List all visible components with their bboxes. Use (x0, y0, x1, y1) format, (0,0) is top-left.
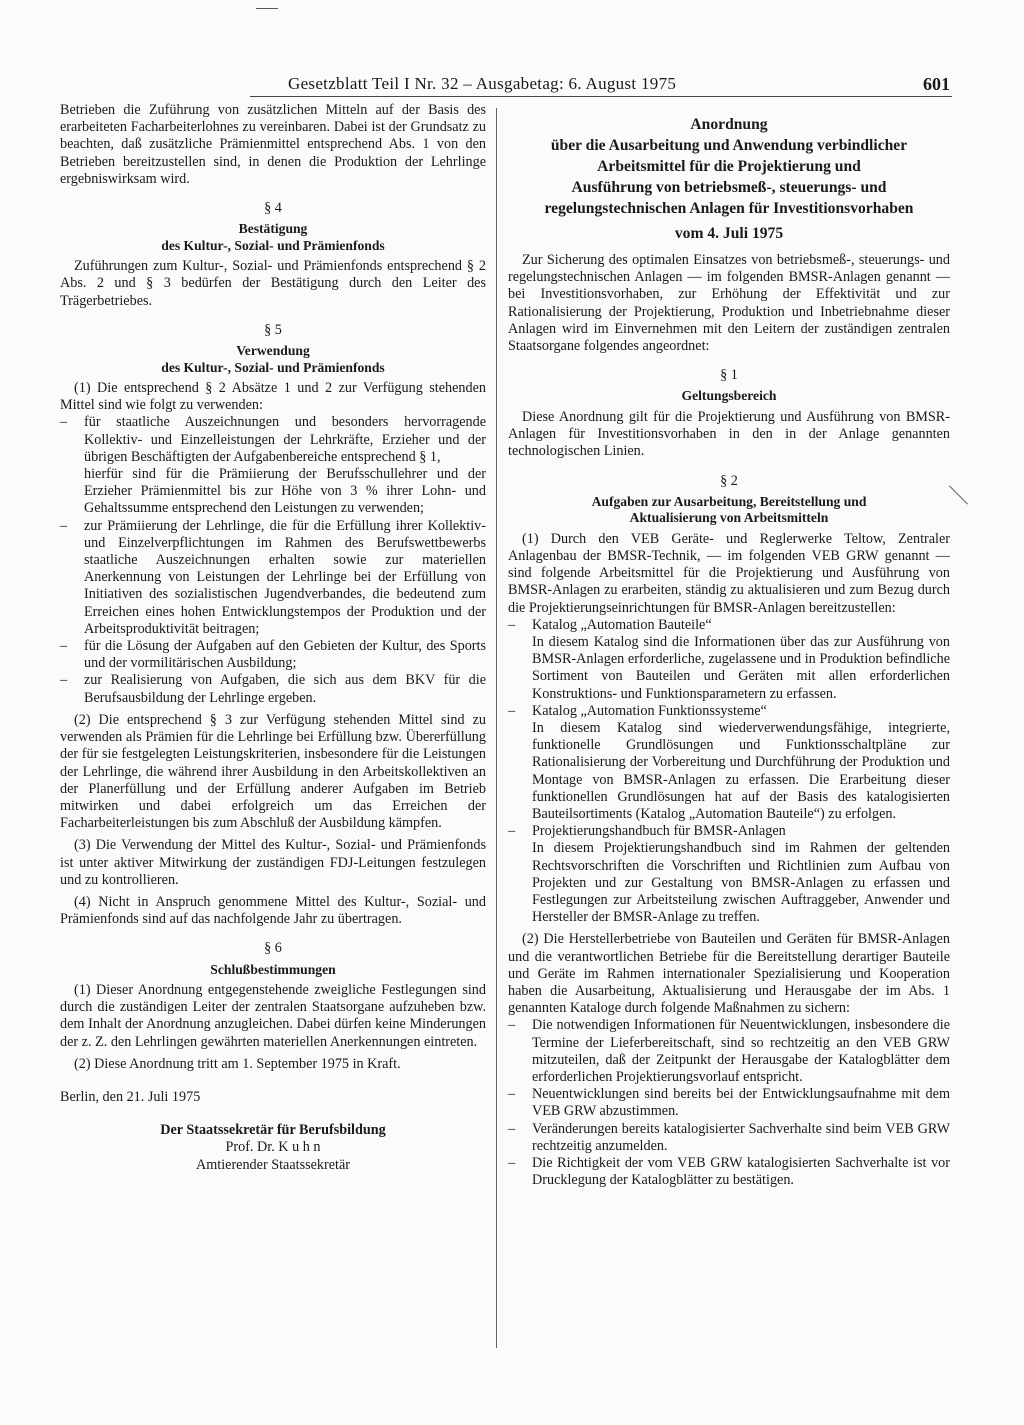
section-5-para-3: (3) Die Verwendung der Mittel des Kultur-, Sozial- und Prämienfonds ist unter aktiver Mitwirkung der zuständigen FDJ-Leitungen festzulegen und zu kontrollieren. (60, 837, 486, 888)
ordinance-title: Anordnung über die Ausarbeitung und Anwendung verbindlicher Arbeitsmittel für die Projektierung und Ausführung von betriebsmeß-, steuerungs- und regelungstechnischen Anlagen für Investitionsvorhaben vom 4. Juli 1975 (508, 114, 950, 244)
ordinance-date: vom 4. Juli 1975 (674, 225, 784, 242)
ordinance-heading: Anordnung (690, 116, 768, 133)
scan-mark-top (256, 8, 278, 9)
section-6-para-1: (1) Dieser Anordnung entgegenstehende zweigliche Festlegungen sind durch die zuständigen Leiter der zentralen Staatsorgane aufzuheben bzw. dem Inhalt der Anordnung anzugleichen. Dabei dürfen keine Minderungen der z. Z. den Lehrlingen gewährten materiellen Anerkennungen eintreten. (60, 982, 486, 1050)
signer-organization: Der Staatssekretär für Berufsbildung (160, 1122, 386, 1139)
place-date: Berlin, den 21. Juli 1975 (60, 1089, 201, 1106)
section-6-number: § 6 (264, 940, 282, 957)
signer-role: Amtierender Staatssekretär (195, 1156, 351, 1173)
section-4-text: Zuführungen zum Kultur-, Sozial- und Prämienfonds entsprechend § 2 Abs. 2 und § 3 bedürfen der Bestätigung durch den Leiter des Trägerbetriebes. (60, 258, 486, 309)
section-5-para-1: (1) Die entsprechend § 2 Absätze 1 und 2 zur Verfügung stehenden Mittel sind wie folgt zu verwenden: (60, 380, 486, 414)
list-item: – für die Lösung der Aufgaben auf den Gebieten der Kultur, des Sports und der vormilitärischen Ausbildung; (60, 638, 486, 672)
section-1-text: Diese Anordnung gilt für die Projektierung und Ausführung von BMSR-Anlagen für Investitionsvorhaben in den in der Anlage genannten technologischen Linien. (508, 408, 950, 460)
right-column (508, 102, 950, 1402)
list-item: – Neuentwicklungen sind bereits bei der Entwicklungsaufnahme mit dem VEB GRW abzustimmen. (508, 1086, 950, 1120)
list-item: – Veränderungen bereits katalogisierter Sachverhalte sind beim VEB GRW rechtzeitig anzumelden. (508, 1120, 950, 1154)
list-item: – zur Prämiierung der Lehrlinge, die für die Erfüllung ihrer Kollektiv- und Einzelverpflichtungen im Rahmen des Berufswettbewerbs staatliche Auszeichnungen erhalten sowie zur materiellen Anerkennung von Leistungen der Lehrlinge bei der Erfüllung von Initiativen des sozialistischen Jugendverbandes, die bedeutend zum Erreichen eines hohen Entwicklungstempos der Produktion und der Arbeitsproduktivität beitragen; (60, 517, 486, 637)
list-item-continuation: hierfür sind für die Prämiierung der Berufsschullehrer und der Erzieher Prämienmittel bis zur Höhe von 3 % ihrer Lohn- und Gehaltssumme entsprechend den Leistungen zu verwenden; (84, 466, 486, 517)
header-title: Gesetzblatt Teil I Nr. 32 – Ausgabetag: 6. August 1975 (288, 74, 677, 93)
signer-name: Prof. Dr. K u h n (225, 1139, 321, 1156)
list-item: – Die Richtigkeit der vom VEB GRW katalogisierten Sachverhalte ist vor Drucklegung der Katalogblätter zu bestätigen. (508, 1155, 950, 1189)
section-2-para-2: (2) Die Herstellerbetriebe von Bauteilen und Geräten für BMSR-Anlagen und die verantwortlichen Betriebe für die Bereitstellung derartiger Bauteile und Geräte im Rahmen internationaler Spezialisierung und Kooperation haben die Ausarbeitung, Aktualisierung und Herausgabe der im Abs. 1 genannten Kataloge durch folgende Maßnahmen zu sichern: (508, 931, 950, 1017)
section-5-number: § 5 (264, 321, 282, 338)
section-2-title: Aufgaben zur Ausarbeitung, Bereitstellung und Aktualisierung von Arbeitsmitteln (591, 493, 867, 526)
section-2-para-1: (1) Durch den VEB Geräte- und Reglerwerke Teltow, Zentraler Anlagenbau der BMSR-Technik, — im folgenden VEB GRW genannt — sind folgende Arbeitsmittel für die Projektierung und Ausführung von BMSR-Anlagen zu erarbeiten, ständig zu aktualisieren und zum Bezug durch die Projektierungseinrichtungen für BMSR-Anlagen bereitzustellen: (508, 530, 950, 616)
list-item-text: In diesem Projektierungshandbuch sind im Rahmen der geltenden Rechtsvorschriften die Vorschriften und Richtlinien zum Aufbau von Projekten und zur Gestaltung von BMSR-Anlagen zu erfassen und Festlegungen zur Arbeitsteilung zwischen Auftraggeber, Anwender und Hersteller der BMSR-Anlage zu treffen. (532, 840, 950, 926)
page-header (250, 74, 952, 97)
section-4-number: § 4 (264, 200, 282, 217)
section-6-para-2: (2) Diese Anordnung tritt am 1. September 1975 in Kraft. (74, 1055, 401, 1072)
list-item: – Die notwendigen Informationen für Neuentwicklungen, insbesondere die Termine der Lieferbereitschaft, sind so rechtzeitig an den VEB GRW mitzuteilen, daß der Zeitpunkt der Herausgabe der Katalogblätter dem erforderlichen Projektierungsvorlauf entspricht. (508, 1017, 950, 1086)
section-1-number: § 1 (720, 367, 738, 384)
section-1-title: Geltungsbereich (681, 388, 777, 404)
left-column (60, 102, 486, 1402)
section-5-para-4: (4) Nicht in Anspruch genommene Mittel des Kultur-, Sozial- und Prämienfonds sind auf das nachfolgende Jahr zu übertragen. (60, 893, 486, 928)
left-intro: Betrieben die Zuführung von zusätzlichen Mitteln auf der Basis des erarbeiteten Facharbeiterlohnes zu vereinbaren. Dabei ist der Grundsatz zu beachten, daß zusätzliche Prämienmittel entsprechend Abs. 1 von den Betrieben bereitzustellen sind, in denen die Produktion der Lehrlinge ergebniswirksam wird. (60, 102, 486, 187)
list-item: – Katalog „Automation Funktionssysteme“ (508, 702, 767, 719)
list-item: – Katalog „Automation Bauteile“ (508, 616, 712, 633)
page-number: 601 (923, 74, 950, 94)
section-2-number: § 2 (720, 472, 738, 489)
section-5-title: Verwendung des Kultur-, Sozial- und Prämienfonds (161, 343, 385, 375)
column-divider (496, 108, 497, 1348)
list-item: – für staatliche Auszeichnungen und besonders hervorragende Kollektiv- und Einzelleistungen der Lehrkräfte, Erzieher und der übrigen Beschäftigten der Aufgabenbereiche entsprechend § 1, (60, 414, 486, 465)
list-item-text: In diesem Katalog sind die Informationen über das zur Ausführung von BMSR-Anlagen erforderliche, zugelassene und in Produktion befindliche Sortiment von Bauteilen und Geräten mit allen erforderlichen Konstruktions- und Funktionsparametern zu erfassen. (532, 633, 950, 702)
list-item: – zur Realisierung von Aufgaben, die sich aus dem BKV für die Berufsausbildung der Lehrlinge ergeben. (60, 672, 486, 706)
section-6-title: Schlußbestimmungen (210, 961, 336, 977)
list-item-text: In diesem Katalog sind wiederverwendungsfähige, integrierte, funktionelle Grundlösungen und Funktionsschaltpläne zur Rationalisierung der Vorbereitung und Durchführung der Produktion und Montage von BMSR-Anlagen zu erfassen. Die Erarbeitung dieser funktionellen Grundlösungen hat auf der Basis des katalogisierten Bauteilsortiments (Katalog „Automation Bauteile“) zu erfolgen. (532, 719, 950, 822)
section-4-title: Bestätigung des Kultur-, Sozial- und Prämienfonds (161, 221, 385, 253)
scan-mark-right (949, 485, 968, 504)
section-5-para-2: (2) Die entsprechend § 3 zur Verfügung stehenden Mittel sind zu verwenden als Prämien für die Lehrlinge bei Erfüllung bzw. Übererfüllung der für sie festgelegten Leistungskriterien, insbesondere für die Leistungen der Lehrlinge, die während ihrer Ausbildung in den Arbeitskollektiven an der Planerfüllung und der Erfüllung anderer Aufgaben im Betrieb mitwirken und dabei erfolgreich um das Erreichen der Facharbeiterleistungen bis zum Abschluß der Ausbildung kämpfen. (60, 711, 486, 832)
list-item: – Projektierungshandbuch für BMSR-Anlagen (508, 823, 786, 840)
ordinance-intro: Zur Sicherung des optimalen Einsatzes von betriebsmeß-, steuerungs- und regelungstechnischen Anlagen — im folgenden BMSR-Anlagen genannt — bei Investitionsvorhaben, zur Erhöhung der Effektivität und zur Rationalisierung der Projektierung, Produktion und Inbetriebnahme dieser Anlagen wird im Einvernehmen mit den Leitern der zuständigen zentralen Staatsorgane folgendes angeordnet: (508, 252, 950, 355)
